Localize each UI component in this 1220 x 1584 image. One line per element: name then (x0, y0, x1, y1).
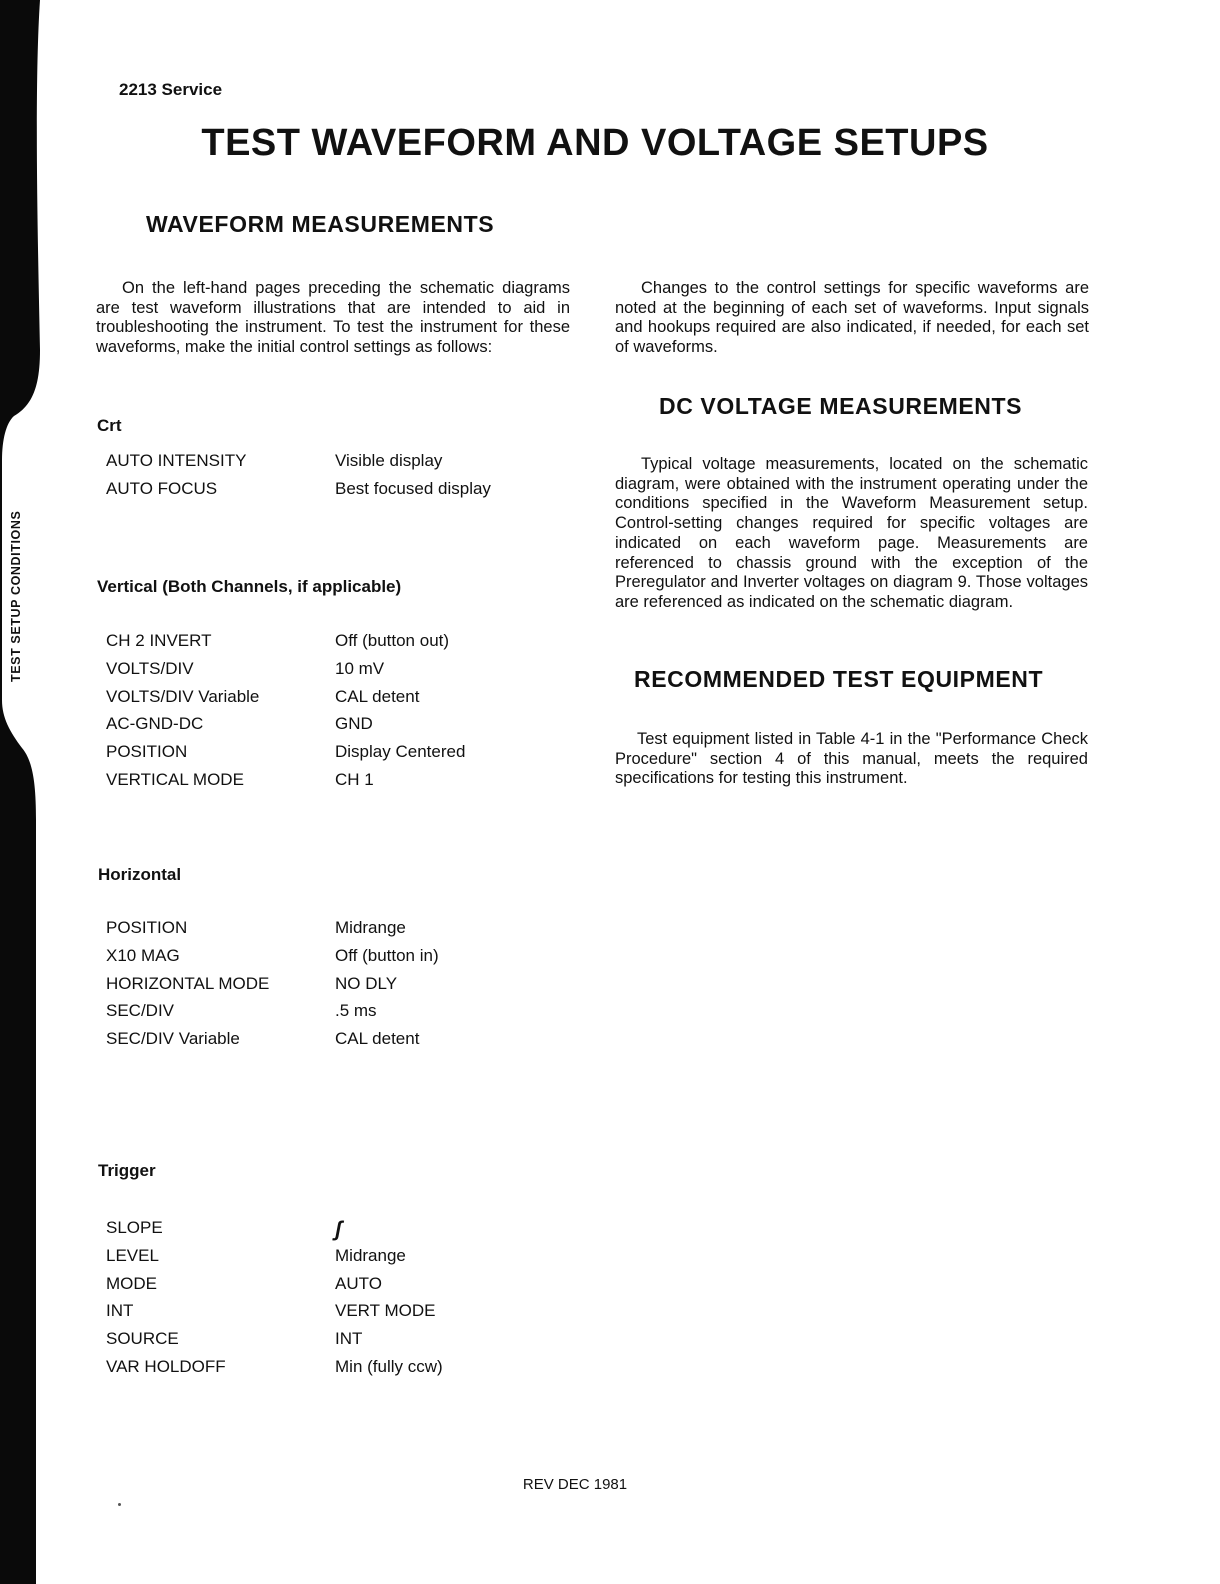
waveform-heading: WAVEFORM MEASUREMENTS (146, 211, 495, 237)
horizontal-group-title: Horizontal (98, 865, 182, 884)
page-edge-tab (0, 0, 60, 1584)
setting-label: VOLTS/DIV (106, 658, 194, 678)
waveform-intro: On the left-hand pages preceding the schematic diagrams are test waveform illustrations that are intended to aid in troubleshooting the instrument. To test the instrument for these waveforms, make the initial control settings as follows: (96, 279, 570, 357)
setting-value: Display Centered (335, 742, 466, 762)
setting-value: VERT MODE (335, 1301, 436, 1321)
setting-label: SEC/DIV (106, 1001, 175, 1021)
test-equipment-heading: RECOMMENDED TEST EQUIPMENT (634, 666, 1044, 692)
trigger-group-title: Trigger (98, 1161, 156, 1180)
setting-value: Visible display (335, 451, 443, 470)
setting-value: Best focused display (335, 478, 491, 498)
setting-value: Off (button out) (335, 631, 450, 650)
setting-label: POSITION (106, 918, 188, 937)
changes-note: Changes to the control settings for specific waveforms are noted at the beginning of each set of waveforms. Input signals and hookups required are also indicated, if needed, for each set of waveforms. (615, 279, 1089, 357)
setting-value: Min (fully ccw) (335, 1356, 443, 1376)
setting-label: MODE (106, 1273, 157, 1293)
test-equipment-text: Test equipment listed in Table 4-1 in the "Performance Check Procedure" section 4 of this manual, meets the required specifications for testing this instrument. (615, 730, 1088, 788)
setting-label: AUTO INTENSITY (106, 451, 247, 470)
page-header: 2213 Service (119, 80, 223, 99)
page-title: TEST WAVEFORM AND VOLTAGE SETUPS (201, 122, 989, 164)
setting-label: SEC/DIV Variable (106, 1029, 240, 1049)
setting-label: CH 2 INVERT (106, 631, 212, 650)
side-tab-label: TEST SETUP CONDITIONS (9, 510, 23, 682)
dc-voltage-text: Typical voltage measurements, located on the schematic diagram, were obtained with the instrument operating under the conditions specified in the Waveform Measurement setup. Control-setting changes required for specific voltages are indicated on each waveform page. Measurements are referenced to chassis ground with the exception of the Preregulator and Inverter voltages on diagram 9. Those voltages are referenced as indicated on the schematic diagram. (615, 455, 1088, 611)
setting-label: X10 MAG (106, 945, 180, 965)
setting-label: VERTICAL MODE (106, 769, 244, 789)
setting-value: GND (335, 714, 373, 734)
setting-value: Midrange (335, 1245, 406, 1265)
setting-value: 10 mV (335, 658, 385, 678)
setting-label: AC-GND-DC (106, 714, 204, 734)
setting-value: INT (335, 1329, 363, 1349)
setting-value: Midrange (335, 918, 406, 937)
setting-value: .5 ms (335, 1001, 377, 1021)
dc-voltage-heading: DC VOLTAGE MEASUREMENTS (659, 393, 1023, 419)
setting-label: HORIZONTAL MODE (106, 973, 270, 993)
setting-value: NO DLY (335, 973, 398, 993)
setting-label: VAR HOLDOFF (106, 1356, 226, 1376)
setting-label: POSITION (106, 742, 188, 762)
scan-speck (118, 1503, 121, 1506)
setting-label: SOURCE (106, 1329, 179, 1349)
setting-label: SLOPE (106, 1218, 163, 1237)
setting-label: VOLTS/DIV Variable (106, 686, 260, 706)
setting-label: INT (106, 1301, 134, 1321)
setting-label: AUTO FOCUS (106, 478, 218, 498)
setting-value: CAL detent (335, 686, 420, 706)
setting-label: LEVEL (106, 1245, 159, 1265)
vertical-group-title: Vertical (Both Channels, if applicable) (97, 577, 402, 596)
crt-group-title: Crt (97, 416, 122, 435)
slope-rising-icon: ʃ (335, 1218, 342, 1241)
setting-value: AUTO (335, 1273, 382, 1293)
revision-footer: REV DEC 1981 (522, 1476, 628, 1493)
setting-value: Off (button in) (335, 945, 439, 965)
setting-value: CAL detent (335, 1029, 420, 1049)
setting-value: CH 1 (335, 769, 374, 789)
